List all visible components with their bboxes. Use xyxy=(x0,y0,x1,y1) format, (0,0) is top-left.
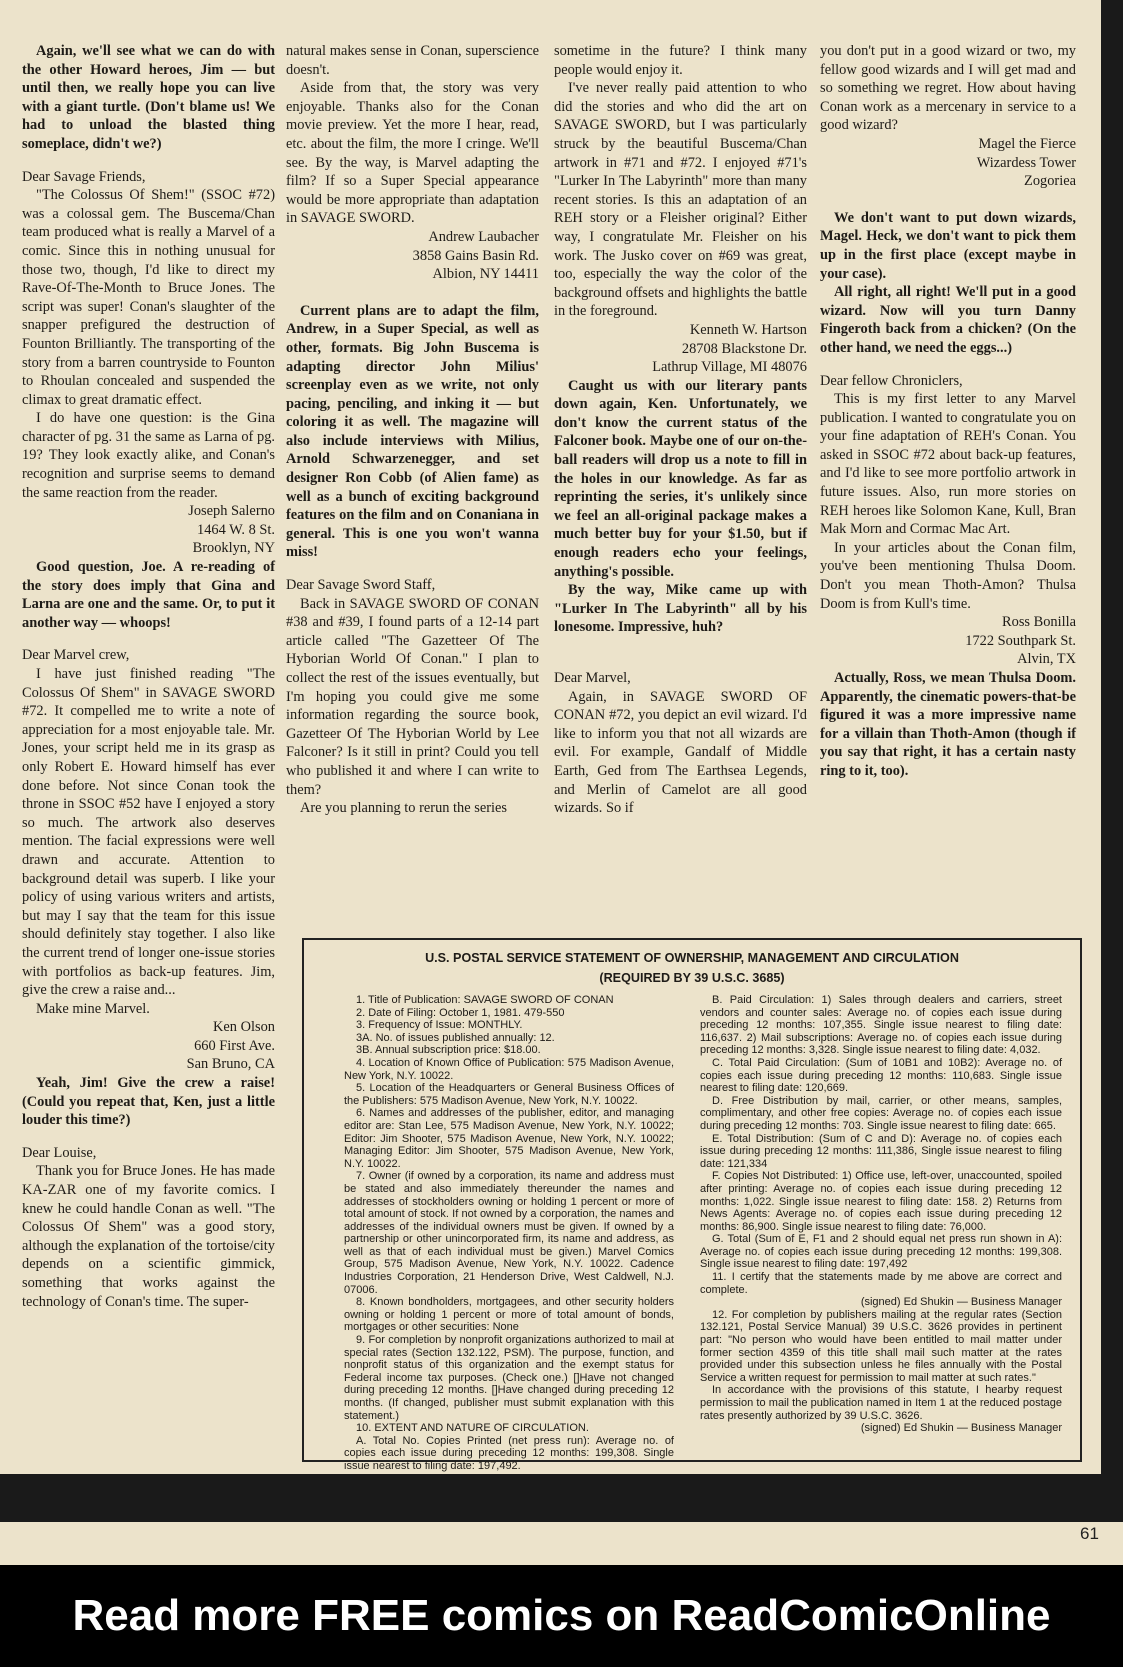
postal-statement-box xyxy=(302,938,1082,1472)
editor-reply: Yeah, Jim! Give the crew a raise! (Could you repeat that, Ken, just a little louder this time?) xyxy=(22,1075,275,1129)
statement-item: 9. For completion by nonprofit organizations authorized to mail at special rates (Section 132.122, PSM). The purpose, function, and nonprofit status of this organization and the exempt status for Federal income tax purposes. (Check one.) []Have not changed during preceding 12 months. []Have changed during preceding 12 months. (If changed, publisher must submit explanation with this statement.) xyxy=(344,1334,674,1422)
editor-reply: Good question, Joe. A re-reading of the story does imply that Gina and Larna are one and the same. Or, to put it another way — whoops! xyxy=(22,559,275,631)
page-number: 61 xyxy=(1080,1524,1099,1543)
statement-item: 1. Title of Publication: SAVAGE SWORD OF CONAN xyxy=(356,994,614,1006)
letter-paragraph: natural makes sense in Conan, superscience doesn't. xyxy=(286,43,539,78)
page-border-bottom xyxy=(0,1474,1123,1522)
page-border-right xyxy=(1101,0,1123,1522)
promo-banner: Read more FREE comics on ReadComicOnline xyxy=(0,1565,1123,1667)
letter-paragraph: "The Colossus Of Shem!" (SSOC #72) was a colossal gem. The Buscema/Chan team produced what is really a Marvel of a comic. Since this in nothing unusual for those two, though, I'd like to direct my Rave-Of-The-Month to Bruce Jones. The script was super! Conan's slaughter of the snapper prefigured the destruction of Founton Brilliantly. The transporting of the story from a barren countryside to Founton to Rhoulan concealed and suspended the climax to great dramatic effect. xyxy=(22,187,275,408)
spacer xyxy=(820,191,1076,209)
letters-column-3 xyxy=(554,42,807,818)
statement-item: 4. Location of Known Office of Publication: 575 Madison Avenue, New York, N.Y. 10022. xyxy=(344,1056,674,1082)
letter-address: Brooklyn, NY xyxy=(192,540,275,557)
letter-paragraph: This is my first letter to any Marvel publication. I wanted to congratulate you on your fine adaptation of REH's Conan. You asked in SSOC #72 about back-up features, and I'd like to see more portfolio artwork in future issues. Also, run more stories on REH heroes like Solomon Kane, Kull, Bran Mak Morn and Cormac Mac Art. xyxy=(820,391,1076,538)
statement-left-column xyxy=(344,994,674,1473)
letter-paragraph: Make mine Marvel. xyxy=(36,1000,150,1017)
letter-paragraph: In your articles about the Conan film, you've been mentioning Thulsa Doom. Don't you mean Thoth-Amon? Thulsa Doom is from Kull's time. xyxy=(820,539,1076,612)
statement-signature: (signed) Ed Shukin — Business Manager xyxy=(860,1422,1062,1435)
statement-item: 11. I certify that the statements made by me above are correct and complete. xyxy=(700,1271,1062,1296)
statement-item: 5. Location of the Headquarters or General Business Offices of the Publishers: 575 Madison Avenue, New York, N.Y. 10022. xyxy=(344,1082,674,1107)
letter-salutation: Dear Marvel, xyxy=(554,670,631,686)
letter-paragraph: I've never really paid attention to who did the stories and who did the art on SAVAGE SWORD, but I was particularly struck by the beautiful Buscema/Chan artwork in #71 and #72. I enjoyed #71's "Lurker In The Labyrinth" more than many recent stories. Is this an adaptation of an REH story or a Fleisher original? Either way, I congratulate Mr. Fleisher on his work. The Jusko cover on #69 was great, too, especially the way the color of the background offsets and highlights the battle in the foreground. xyxy=(554,80,807,320)
letter-signature: Magel the Fierce xyxy=(978,135,1076,152)
letters-column-4 xyxy=(820,42,1076,781)
statement-item: C. Total Paid Circulation: (Sum of 10B1 and 10B2): Average no. of copies each issue during preceding 12 months: 110,683. Single issue nearest to filing date: 120,669. xyxy=(700,1056,1062,1095)
editor-reply: All right, all right! We'll put in a good wizard. Now will you turn Danny Fingeroth back from a chicken? (On the other hand, we need the eggs...) xyxy=(820,284,1076,356)
letter-salutation: Dear Marvel crew, xyxy=(22,647,130,664)
statement-item: E. Total Distribution: (Sum of C and D): Average no. of copies each issue during preceding 12 months: 111,386, Single issue nearest to filing date: 121,334 xyxy=(700,1132,1062,1170)
statement-item: 12. For completion by publishers mailing at the regular rates (Section 132.121, Postal Service Manual) 39 U.S.C. 3626 provides in pertinent part: "No person who would have been entitled to mail matter under former section 4359 of this title shall mail such matter at the rates provided under this subsection unless he files annually with the Postal Service a written request for permission to mail matter at such rates." xyxy=(700,1308,1062,1384)
letter-paragraph: Aside from that, the story was very enjoyable. Thanks also for the Conan movie preview. Yet the more I hear, read, etc. about the film, the more I cringe. We'll see. By the way, is Marvel adapting the film? If so a Super Special appearance would be more appropriate than adaptation in SAVAGE SWORD. xyxy=(286,80,539,227)
letter-signature: Ross Bonilla xyxy=(1002,614,1076,631)
letter-address: 28708 Blackstone Dr. xyxy=(681,340,807,357)
statement-item: F. Copies Not Distributed: 1) Office use, left-over, unaccounted, spoiled after printing: Average no. of copies each issue during preceding 12 months: 1,022. Single issue nearest to filing date: 158. 2) Returns from News Agents: Average no. of copies each issue during preceding 12 months: 86,900. Single issue nearest to filing date: 76,000. xyxy=(700,1170,1062,1233)
spacer xyxy=(286,284,539,302)
letter-paragraph: I have just finished reading "The Colossus Of Shem" in SAVAGE SWORD #72. It compelled me to write a note of appreciation for a most enjoyable tale. Mr. Jones, your script held me in its grasp as only Robert E. Howard himself has ever done before. Not since Conan took the throne in SSOC #52 have I enjoyed a story so much. The artwork also deserves mention. The facial expressions were well drawn and accurate. Attention to background detail was superb. I like your policy of using various writers and artists, but may I say that the team for this issue should definitely stay together. I also like the current trend of longer one-issue stories with portfolios as back-up features. Jim, give the crew a raise and... xyxy=(22,666,275,999)
statement-title-line: U.S. POSTAL SERVICE STATEMENT OF OWNERSHIP, MANAGEMENT AND CIRCULATION xyxy=(425,951,959,965)
statement-item: 7. Owner (if owned by a corporation, its name and address must be stated and also immediately thereunder the names and addresses of stockholders owning or holding 1 percent or more of total amount of stock. If not owned by a corporation, the names and addresses of the individual owners must be given. If owned by a partnership or other unincorporated firm, its name and address, as well as that of each individual must be given.) Marvel Comics Group, 575 Madison Avenue, New York, N.Y. 10022. Cadence Industries Corporation, 21 Henderson Drive, West Caldwell, N.J. 07006. xyxy=(344,1170,674,1296)
statement-item: 6. Names and addresses of the publisher, editor, and managing editor are: Stan Lee, 575 Madison Avenue, New York, N.Y. 10022; Editor: Jim Shooter, 575 Madison Avenue, New York, N.Y. 10022; Managing Editor: Jim Shooter, 575 Madison Avenue, New York, N.Y. 10022. xyxy=(344,1107,674,1170)
spacer xyxy=(554,637,807,655)
letter-paragraph: Thank you for Bruce Jones. He has made KA-ZAR one of my favorite comics. I knew he could handle Conan as well. "The Colossus Of Shem" was a good story, although the explanation of the tortoise/city depends on a scientific gimmick, something that works against the technology of Conan's time. The super- xyxy=(22,1163,275,1310)
letter-paragraph: Again, in SAVAGE SWORD OF CONAN #72, you depict an evil wizard. I'd like to inform you that not all wizards are evil. For example, Gandalf of Middle Earth, Ged from The Earthsea Legends, and Merlin of Camelot are all good wizards. So if xyxy=(554,688,807,817)
statement-item: 2. Date of Filing: October 1, 1981. 479-550 xyxy=(356,1006,565,1019)
letter-address: Wizardess Tower xyxy=(976,154,1076,171)
statement-signature: (signed) Ed Shukin — Business Manager xyxy=(860,1296,1062,1309)
letters-column-1 xyxy=(22,42,275,1311)
letter-salutation: Dear fellow Chroniclers, xyxy=(820,372,963,389)
statement-item: B. Paid Circulation: 1) Sales through dealers and carriers, street vendors and counter sales: Average no. of copies each issue during preceding 12 months: 107,355. Single issue nearest to filing date: 116,637. 2) Mail subscriptions: Average no. of copies each issue during preceding 12 months: 3,328. Single issue nearest to filing date: 4,032. xyxy=(700,994,1062,1057)
statement-item: 10. EXTENT AND NATURE OF CIRCULATION. xyxy=(356,1422,589,1435)
editor-reply: Actually, Ross, we mean Thulsa Doom. Apparently, the cinematic powers-that-be figured it was a more impressive name for a villain than Thoth-Amon (though if you say that right, it has a certain nasty ring to it, too). xyxy=(820,670,1076,779)
letter-address: Lathrup Village, MI 48076 xyxy=(652,359,807,376)
statement-item: 3B. Annual subscription price: $18.00. xyxy=(356,1044,541,1057)
editor-reply: We don't want to put down wizards, Magel. Heck, we don't want to pick them up in the first place (except maybe in your case). xyxy=(820,209,1076,282)
editor-reply: Current plans are to adapt the film, Andrew, in a Super Special, as well as other, formats. Big John Buscema is adapting director John Milius' screenplay even as we write, not only pacing, penciling, and inking it — but coloring it as well. The magazine will also include interviews with Milius, Arnold Schwarzenegger, and set designer Ron Cobb (of Alien fame) as well as a bunch of exciting background features on the film and on Conaniana in general. This is one you won't wanna miss! xyxy=(286,302,539,561)
statement-item: A. Total No. Copies Printed (net press run): Average no. of copies each issue during preceding 12 months: 199,308. Single issue nearest to filing date: 197,492. xyxy=(344,1434,674,1472)
letter-signature: Andrew Laubacher xyxy=(428,228,539,245)
statement-item: 8. Known bondholders, mortgagees, and other security holders owning or holding 1 percent or more of total amount of bonds, mortgages or other securities: None xyxy=(344,1296,674,1334)
letter-address: San Bruno, CA xyxy=(186,1056,275,1073)
letter-paragraph: you don't put in a good wizard or two, my fellow good wizards and I will get mad and so something we regret. How about having Conan work as a mercenary in service to a good wizard? xyxy=(820,43,1076,134)
letter-address: 1722 Southpark St. xyxy=(965,632,1076,649)
letter-address: Albion, NY 14411 xyxy=(432,266,539,283)
letter-address: 660 First Ave. xyxy=(194,1037,275,1054)
letter-paragraph: sometime in the future? I think many people would enjoy it. xyxy=(554,43,807,78)
letter-signature: Ken Olson xyxy=(213,1019,275,1036)
editor-reply: Again, we'll see what we can do with the other Howard heroes, Jim — but until then, we really hope you can live with a giant turtle. (Don't blame us! We had to unload the blasted thing someplace, didn't we?) xyxy=(22,43,275,152)
letter-address: Zogoriea xyxy=(1024,173,1076,190)
letter-paragraph: Are you planning to rerun the series xyxy=(300,800,508,817)
letter-signature: Joseph Salerno xyxy=(188,503,275,520)
letter-salutation: Dear Savage Sword Staff, xyxy=(286,577,436,594)
letter-paragraph: Back in SAVAGE SWORD OF CONAN #38 and #39, I found parts of a 12-14 part article called "The Gazetteer Of The Hyborian World Of Conan." I plan to collect the rest of the issues eventually, but I'm hoping you could give me some information regarding the source book, Gazetteer Of The Hyborian World by Lee Falconer? Is it still in print? Could you tell who published it and where I can write to them? xyxy=(286,595,539,798)
statement-item: D. Free Distribution by mail, carrier, or other means, samples, complimentary, and other free copies: Average no. of copies each issue during preceding 12 months: 703. Single issue nearest to filing date: 665. xyxy=(700,1094,1062,1132)
letter-paragraph: I do have one question: is the Gina character of pg. 31 the same as Larna of pg. 19? They look exactly alike, and Conan's recognition and surprise seems to demand the same reaction from the reader. xyxy=(22,410,275,501)
statement-item: In accordance with the provisions of this statute, I hearby request permission to mail the publication named in Item 1 at the reduced postage rates presently authorized by 39 U.S.C. 3626. xyxy=(700,1384,1062,1422)
statement-right-column xyxy=(700,994,1062,1435)
letters-column-2 xyxy=(286,42,539,818)
statement-subtitle: (REQUIRED BY 39 U.S.C. 3685) xyxy=(599,971,785,985)
statement-title xyxy=(304,948,1080,988)
statement-item: 3. Frequency of Issue: MONTHLY. xyxy=(356,1019,523,1032)
letter-signature: Kenneth W. Hartson xyxy=(689,321,807,338)
letter-address: 1464 W. 8 St. xyxy=(197,521,275,538)
statement-item: G. Total (Sum of E, F1 and 2 should equal net press run shown in A): Average no. of copies each issue during preceding 12 months: 199,308. Single issue nearest to filing date: 197,492 xyxy=(700,1233,1062,1271)
letter-address: 3858 Gains Basin Rd. xyxy=(412,247,539,264)
statement-item: 3A. No. of issues published annually: 12. xyxy=(356,1031,555,1044)
editor-reply: Caught us with our literary pants down again, Ken. Unfortunately, we don't know the current status of the Falconer book. Maybe one of our on-the-ball readers will drop us a note to fill in the holes in our knowledge. As far as reprinting the series, it's unlikely since we feel an all-original package makes a much better buy for your $1.50, but if enough readers echo your feelings, anything's possible. xyxy=(554,377,807,580)
editor-reply: By the way, Mike came up with "Lurker In The Labyrinth" all by his lonesome. Impressive, huh? xyxy=(554,582,807,636)
letter-address: Alvin, TX xyxy=(1017,651,1076,668)
letter-salutation: Dear Savage Friends, xyxy=(22,168,146,185)
letter-salutation: Dear Louise, xyxy=(22,1144,97,1161)
